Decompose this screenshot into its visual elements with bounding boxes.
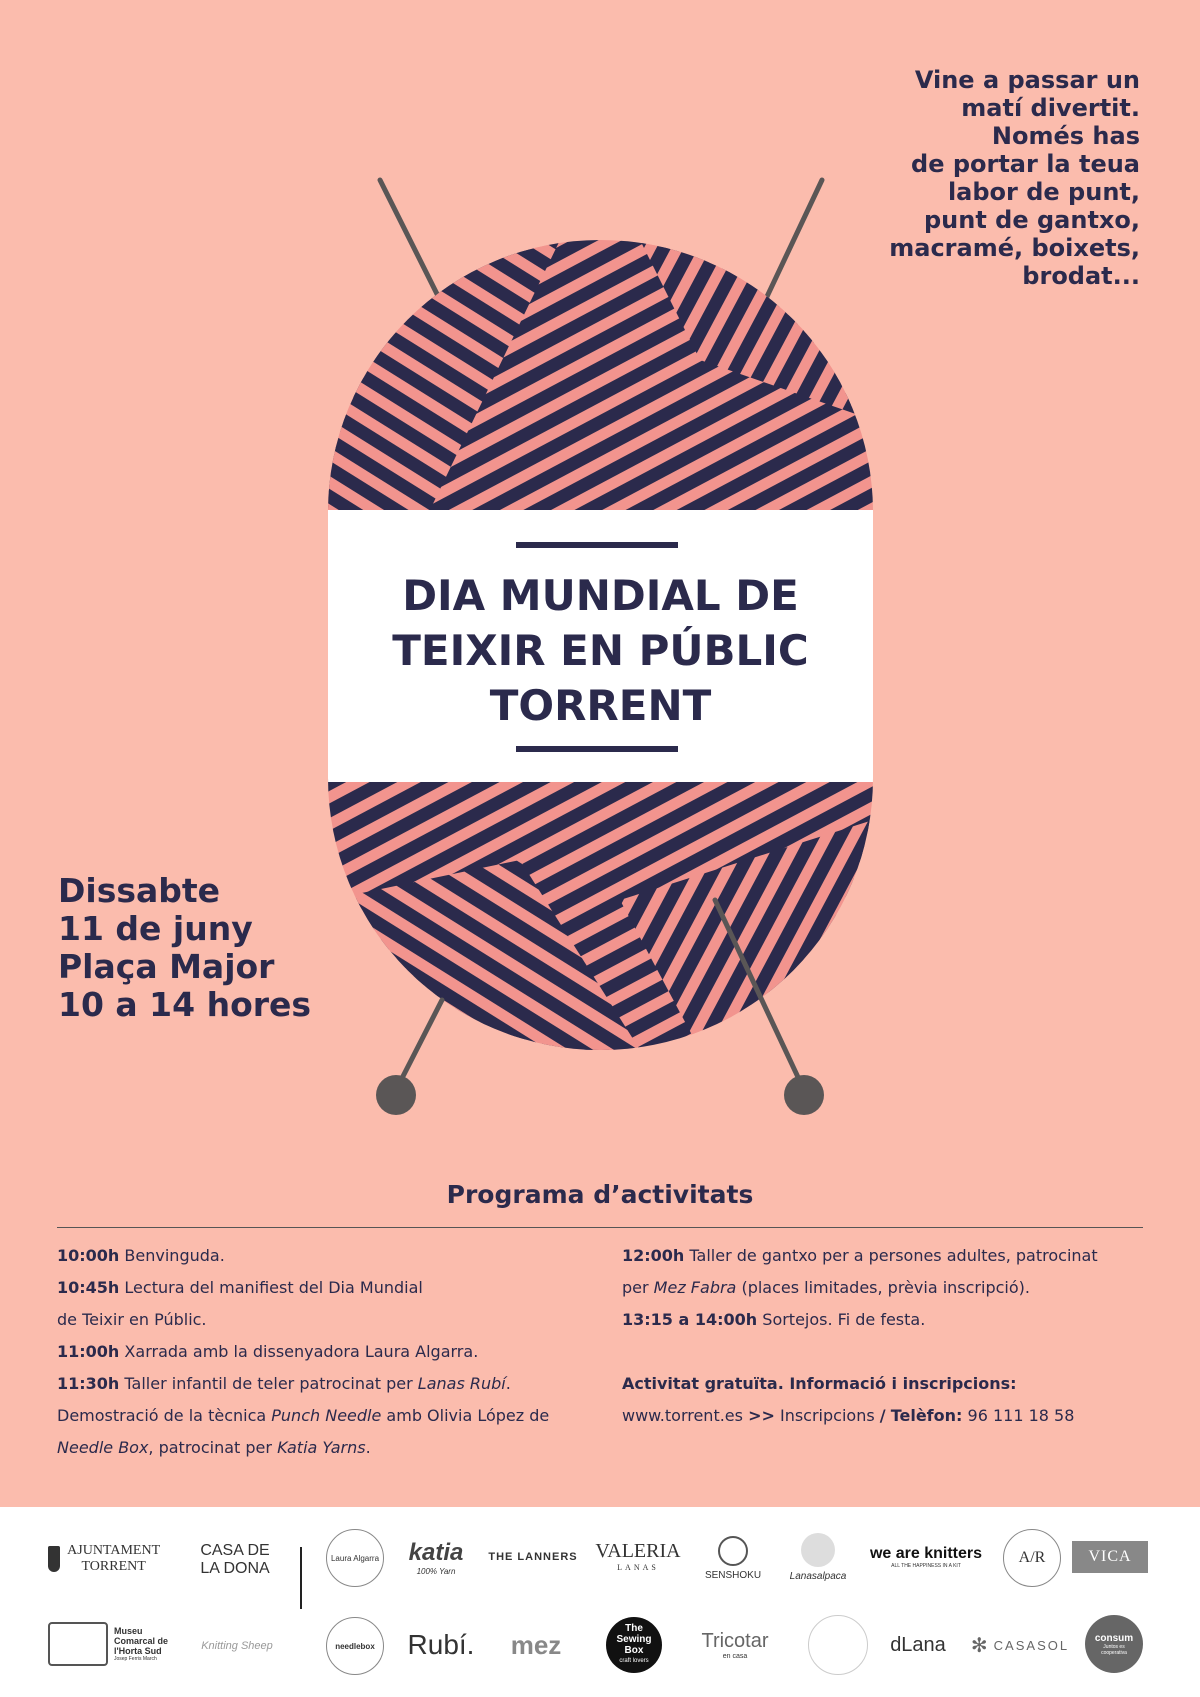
logo-dlana: dLana [890, 1633, 946, 1656]
title-rule-bottom [516, 746, 678, 752]
program-column-right [622, 1240, 1152, 1432]
sun-icon: ✻ [970, 1634, 990, 1657]
program-sponsor: Needle Box [57, 1438, 149, 1457]
logo-circle-badge [808, 1615, 868, 1675]
info-phone-label: Telèfon: [890, 1406, 963, 1425]
event-title [328, 568, 873, 733]
shield-icon [48, 1546, 60, 1572]
program-time: 12:00h [622, 1246, 685, 1265]
info-website-link[interactable]: www.torrent.es [622, 1406, 743, 1425]
event-day: Dissabte [58, 871, 221, 910]
title-line: TORRENT [489, 681, 712, 730]
program-item-continuation [57, 1432, 597, 1464]
logo-lanasalpaca: Lanasalpaca [785, 1523, 851, 1591]
logo-valeria-lanas: VALERIA LANAS [595, 1540, 681, 1572]
intro-line: de portar la teua [911, 150, 1140, 178]
program-time: 10:00h [57, 1246, 120, 1265]
program-heading: Programa d’activitats [446, 1180, 754, 1209]
info-contact [622, 1400, 1152, 1432]
program-item-continuation [57, 1304, 597, 1336]
yarn-icon [718, 1536, 748, 1566]
program-item [57, 1336, 597, 1368]
footer-divider [300, 1547, 302, 1609]
program-item [57, 1240, 597, 1272]
building-icon [48, 1622, 108, 1666]
program-sponsor: Katia Yarns [277, 1438, 366, 1457]
logo-we-are-knitters: we are knitters ALL THE HAPPINESS IN A KIT [869, 1545, 983, 1569]
program-text: Benvinguda. [124, 1246, 225, 1265]
program-text: Lectura del manifiest del Dia Mundial [124, 1278, 423, 1297]
info-heading: Activitat gratuïta. Informació i inscripcions: [622, 1374, 1017, 1393]
logo-needlebox: needlebox [326, 1617, 384, 1675]
logo-vica: VICA [1072, 1541, 1148, 1573]
program-text: Taller de gantxo per a persones adultes, patrocinat [689, 1246, 1098, 1265]
program-text: Demostració de la tècnica [57, 1406, 267, 1425]
program-sponsor: Mez Fabra [653, 1278, 737, 1297]
intro-line: labor de punt, [947, 178, 1140, 206]
program-item-continuation [57, 1400, 597, 1432]
program-time: 11:30h [57, 1374, 120, 1393]
event-date: 11 de juny [58, 909, 253, 948]
title-line: DIA MUNDIAL DE [402, 571, 799, 620]
needle-right-knob [784, 1075, 824, 1115]
program-time: 10:45h [57, 1278, 120, 1297]
logo-the-sewing-box: The Sewing Box craft lovers [606, 1617, 662, 1673]
logo-ar: A/R [1003, 1529, 1061, 1587]
logo-katia: katia 100% Yarn [408, 1538, 464, 1576]
title-line: TEIXIR EN PÚBLIC [392, 626, 809, 675]
needle-left-top [380, 180, 440, 300]
program-text: per [622, 1278, 649, 1297]
logo-tricotar: Tricotar en casa [701, 1630, 769, 1660]
program-column-left [57, 1240, 597, 1464]
intro-line: matí divertit. [961, 94, 1140, 122]
program-sponsor: Lanas Rubí [417, 1374, 506, 1393]
program-punct: . [365, 1438, 371, 1457]
alpaca-icon [801, 1533, 835, 1567]
program-text: de Teixir en Públic. [57, 1310, 207, 1329]
info-separator: / [879, 1406, 886, 1425]
event-details [58, 872, 311, 1024]
program-text: Xarrada amb la dissenyadora Laura Algarra. [124, 1342, 479, 1361]
logo-laura-algarra: Laura Algarra [326, 1529, 384, 1587]
program-text: amb Olivia López de [386, 1406, 550, 1425]
intro-line: Només has [991, 122, 1140, 150]
logo-knitting-sheep: Knitting Sheep [201, 1640, 273, 1652]
program-text: (places limitades, prèvia inscripció). [741, 1278, 1030, 1297]
logo-senshoku: SENSHOKU [698, 1527, 768, 1589]
program-divider [57, 1227, 1143, 1228]
event-place: Plaça Major [58, 947, 275, 986]
program-technique: Punch Needle [271, 1406, 382, 1425]
program-punct: . [505, 1374, 511, 1393]
info-title [622, 1368, 1152, 1400]
program-item [57, 1368, 597, 1400]
logo-lanas-rubi: Rubí. [407, 1629, 475, 1660]
logo-museu-horta-sud: Museu Comarcal de l'Horta Sud Josep Ferris March [48, 1619, 178, 1669]
info-arrows: >> [748, 1406, 775, 1425]
logo-consum: consum Juntos es cooperativa [1085, 1615, 1143, 1673]
intro-line: brodat... [1022, 262, 1140, 290]
event-hours: 10 a 14 hores [58, 985, 312, 1024]
program-item [57, 1272, 597, 1304]
program-item [622, 1304, 1152, 1336]
logo-casa-de-la-dona: CASA DE LA DONA [200, 1542, 270, 1577]
logo-ajuntament-torrent: AJUNTAMENT TORRENT [48, 1537, 163, 1581]
program-spacer [622, 1336, 1152, 1368]
program-time: 13:15 a 14:00h [622, 1310, 758, 1329]
program-text: Taller infantil de teler patrocinat per [124, 1374, 413, 1393]
info-section: Inscripcions [779, 1406, 875, 1425]
info-phone: 96 111 18 58 [967, 1406, 1075, 1425]
needle-left-knob [376, 1075, 416, 1115]
sponsor-footer [0, 1507, 1200, 1697]
logo-casasol: ✻ CASASOL [970, 1634, 1070, 1657]
program-item [622, 1240, 1152, 1272]
program-text: , patrocinat per [148, 1438, 272, 1457]
intro-line: Vine a passar un [914, 66, 1140, 94]
intro-line: punt de gantxo, [923, 206, 1140, 234]
program-item-continuation [622, 1272, 1152, 1304]
intro-line: macramé, boixets, [889, 234, 1140, 262]
logo-mez: mez [510, 1629, 562, 1660]
title-rule-top [516, 542, 678, 548]
logo-the-lanners: THE LANNERS [488, 1551, 578, 1563]
program-text: Sortejos. Fi de festa. [762, 1310, 926, 1329]
program-time: 11:00h [57, 1342, 120, 1361]
title-box [328, 510, 873, 782]
